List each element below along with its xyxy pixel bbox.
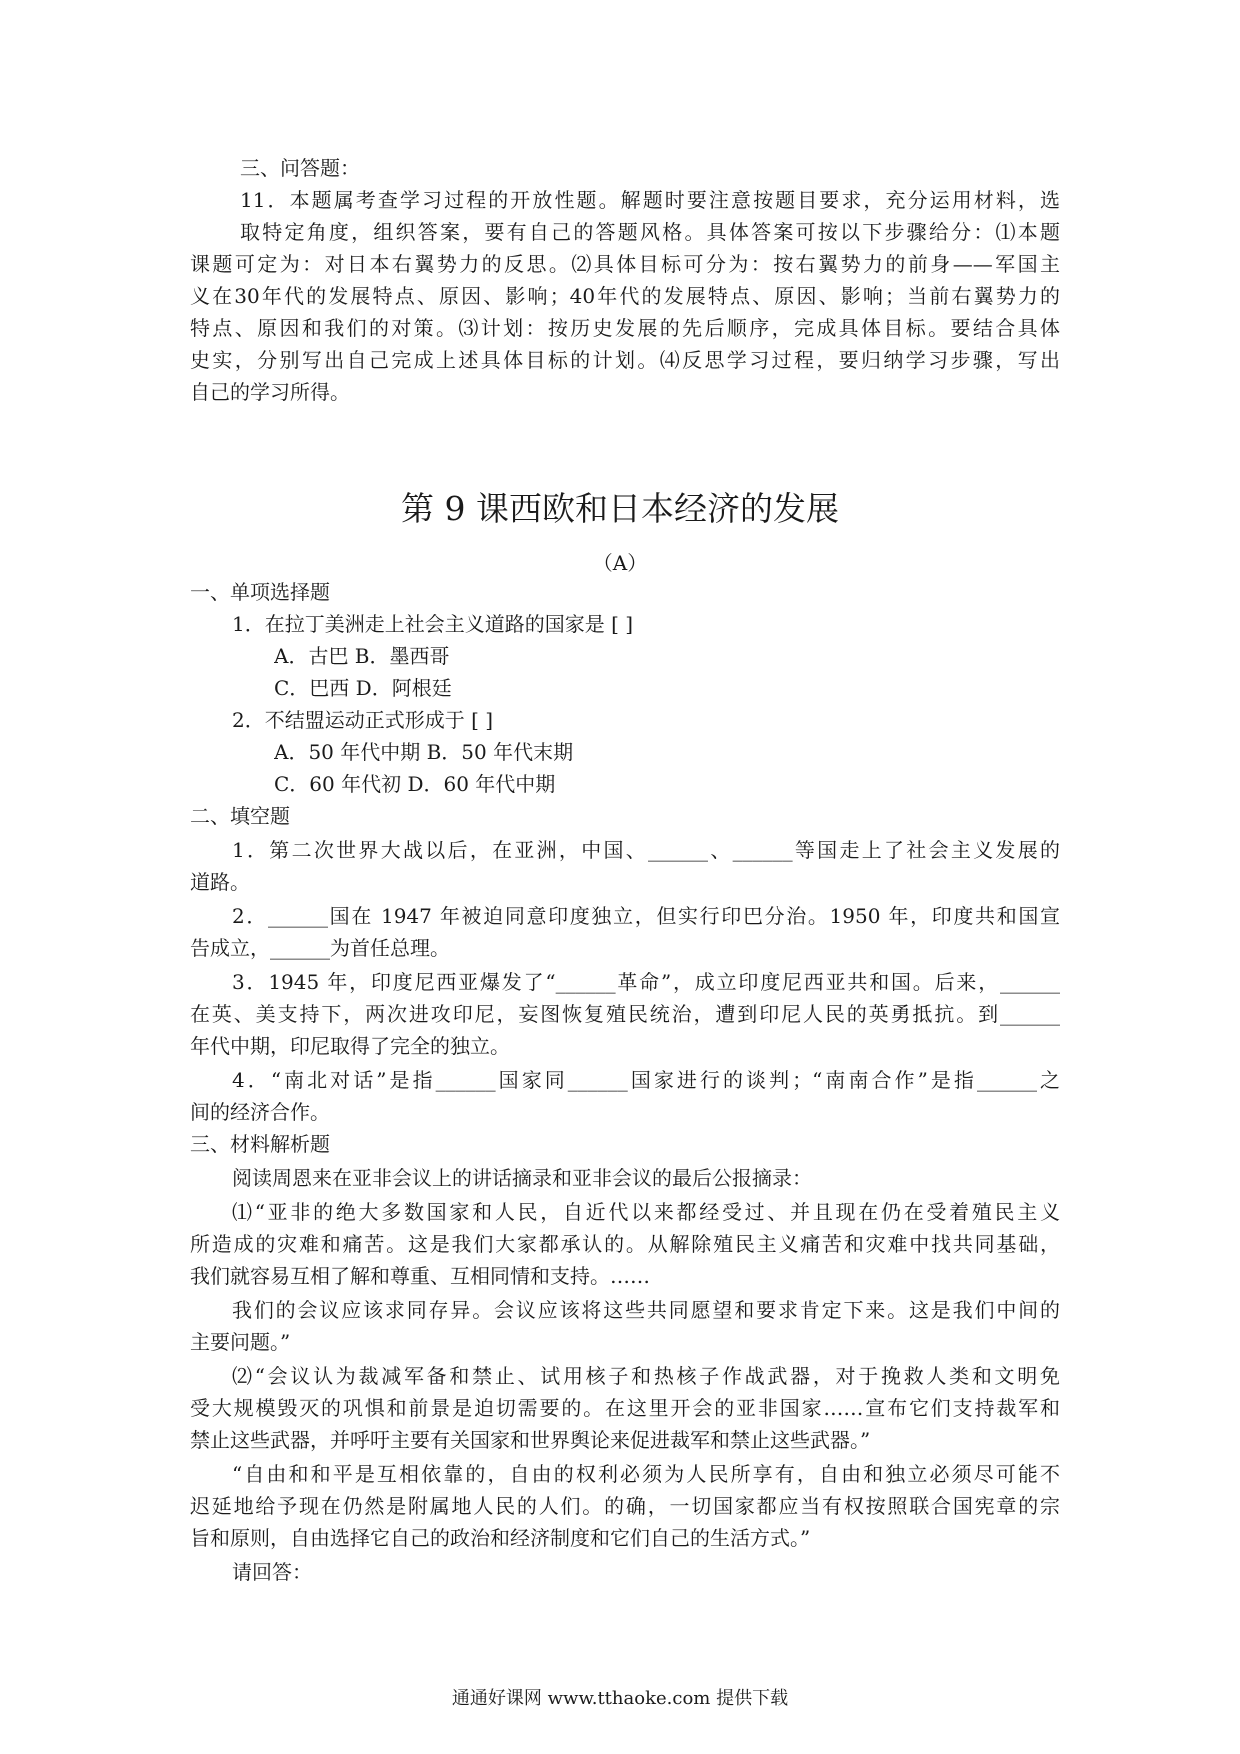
material-line-4: 我们就容易互相了解和尊重、互相同情和支持。……	[190, 1264, 650, 1288]
material-line-5: 我们的会议应该求同存异。会议应该将这些共同愿望和要求肯定下来。这是我们中间的	[232, 1298, 1060, 1322]
page-footer: 通通好课网 www.tthaoke.com 提供下载	[451, 1688, 789, 1709]
section-header-essay: 三、问答题：	[240, 156, 360, 180]
fill-line-4: 告成立，______为首任总理。	[190, 936, 450, 960]
material-line-8: 受大规模毁灭的巩惧和前景是迫切需要的。在这里开会的亚非国家……宣布它们支持裁军和	[190, 1396, 1060, 1420]
lesson-title: 第 9 课西欧和日本经济的发展	[401, 489, 839, 528]
material-line-10: “自由和和平是互相依靠的，自由的权利必须为人民所享有，自由和独立必须尽可能不	[232, 1462, 1060, 1486]
mc-question-2-options-ab: A．50 年代中期 B．50 年代末期	[274, 740, 574, 764]
material-line-3: 所造成的灾难和痛苦。这是我们大家都承认的。从解除殖民主义痛苦和灾难中找共同基础，	[190, 1232, 1060, 1256]
fill-line-9: 间的经济合作。	[190, 1100, 330, 1124]
material-line-6: 主要问题。”	[190, 1330, 291, 1354]
mc-question-1: 1．在拉丁美洲走上社会主义道路的国家是 [ ]	[232, 612, 634, 636]
fill-line-1: 1．第二次世界大战以后，在亚洲，中国、______、______等国走上了社会主义发展的	[232, 838, 1060, 862]
mc-question-2-options-cd: C．60 年代初 D．60 年代中期	[274, 772, 556, 796]
q11-line-4: 义在30年代的发展特点、原因、影响；40年代的发展特点、原因、影响；当前右翼势力的	[190, 284, 1060, 308]
fill-line-8: 4．“南北对话”是指______国家同______国家进行的谈判；“南南合作”是指______之	[232, 1068, 1060, 1092]
material-line-11: 迟延地给予现在仍然是附属地人民的人们。的确，一切国家都应当有权按照联合国宪章的宗	[190, 1494, 1060, 1518]
q11-line-2: 取特定角度，组织答案，要有自己的答题风格。具体答案可按以下步骤给分：⑴本题	[240, 220, 1060, 244]
fill-line-7: 年代中期，印尼取得了完全的独立。	[190, 1034, 510, 1058]
q11-line-1: 11．本题属考查学习过程的开放性题。解题时要注意按题目要求，充分运用材料，选	[240, 188, 1060, 212]
material-line-13: 请回答：	[232, 1560, 312, 1584]
fill-line-3: 2．______国在 1947 年被迫同意印度独立，但实行印巴分治。1950 年，印度共和国宣	[232, 904, 1060, 928]
material-line-2: ⑴“亚非的绝大多数国家和人民，自近代以来都经受过、并且现在仍在受着殖民主义	[232, 1200, 1060, 1224]
part3-header: 三、材料解析题	[190, 1132, 330, 1156]
mc-question-1-options-cd: C．巴西 D．阿根廷	[274, 676, 452, 700]
q11-line-3: 课题可定为：对日本右翼势力的反思。⑵具体目标可分为：按右翼势力的前身——军国主	[190, 252, 1060, 276]
q11-line-6: 史实，分别写出自己完成上述具体目标的计划。⑷反思学习过程，要归纳学习步骤，写出	[190, 348, 1060, 372]
material-line-1: 阅读周恩来在亚非会议上的讲话摘录和亚非会议的最后公报摘录：	[232, 1166, 812, 1190]
fill-line-5: 3．1945 年，印度尼西亚爆发了“______革命”，成立印度尼西亚共和国。后来，______	[232, 970, 1060, 994]
material-line-9: 禁止这些武器，并呼吁主要有关国家和世界舆论来促进裁军和禁止这些武器。”	[190, 1428, 871, 1452]
part1-header: 一、单项选择题	[190, 580, 330, 604]
q11-line-7: 自己的学习所得。	[190, 380, 350, 404]
material-line-12: 旨和原则，自由选择它自己的政治和经济制度和它们自己的生活方式。”	[190, 1526, 811, 1550]
fill-line-6: 在英、美支持下，两次进攻印尼，妄图恢复殖民统治，遭到印尼人民的英勇抵抗。到______	[190, 1002, 1060, 1026]
mc-question-2: 2．不结盟运动正式形成于 [ ]	[232, 708, 494, 732]
q11-line-5: 特点、原因和我们的对策。⑶计划：按历史发展的先后顺序，完成具体目标。要结合具体	[190, 316, 1060, 340]
lesson-subtitle: （A）	[592, 551, 648, 575]
material-line-7: ⑵“会议认为裁减军备和禁止、试用核子和热核子作战武器，对于挽救人类和文明免	[232, 1364, 1060, 1388]
fill-line-2: 道路。	[190, 870, 250, 894]
part2-header: 二、填空题	[190, 804, 290, 828]
mc-question-1-options-ab: A．古巴 B．墨西哥	[274, 644, 450, 668]
